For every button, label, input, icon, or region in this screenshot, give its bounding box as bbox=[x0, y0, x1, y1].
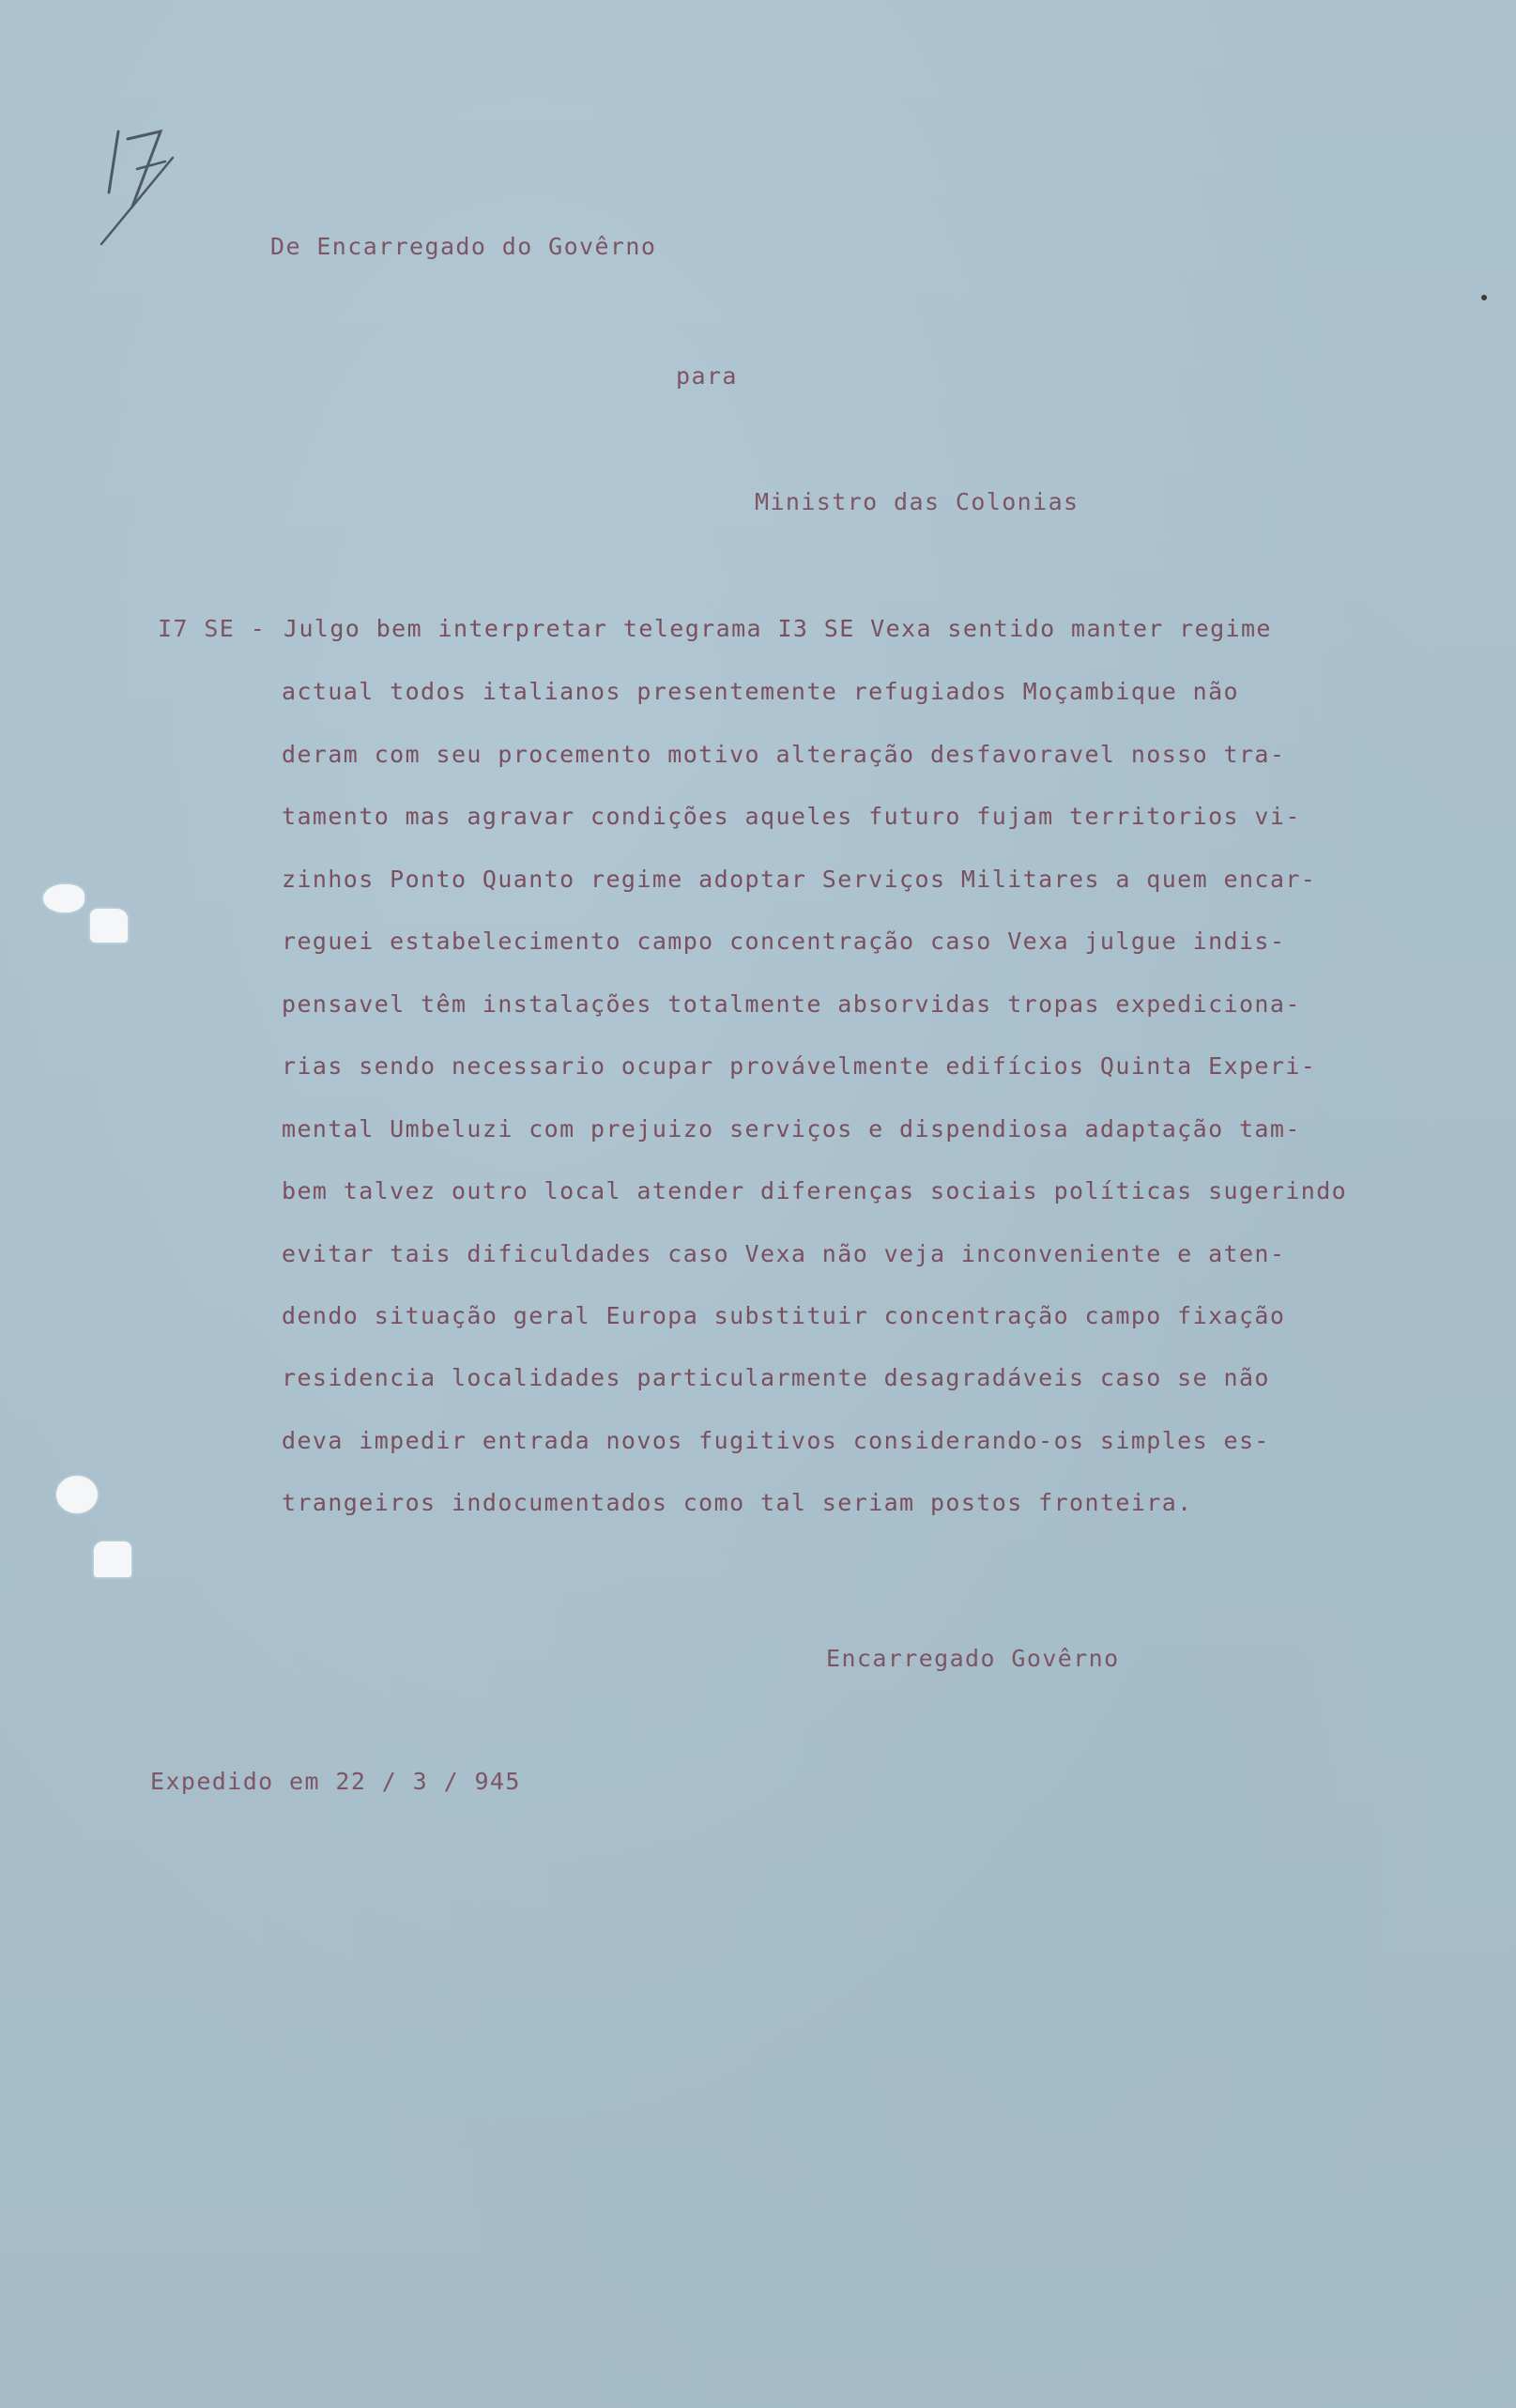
body-line: trangeiros indocumentados como tal seriam postos fronteira. bbox=[282, 1489, 1193, 1516]
from-line: De Encarregado do Govêrno bbox=[270, 233, 657, 260]
body-line: bem talvez outro local atender diferenças sociais políticas sugerindo bbox=[282, 1177, 1348, 1204]
body-line: rias sendo necessario ocupar provávelmente edifícios Quinta Experi- bbox=[282, 1052, 1317, 1080]
body-line: actual todos italianos presentemente refugiados Moçambique não bbox=[282, 678, 1239, 705]
dispatch-date: Expedido em 22 / 3 / 945 bbox=[150, 1768, 521, 1795]
body-line: zinhos Ponto Quanto regime adoptar Serviços Militares a quem encar- bbox=[282, 866, 1317, 893]
telegram-reference: I7 SE - bbox=[158, 615, 267, 642]
body-line: pensavel têm instalações totalmente absorvidas tropas expediciona- bbox=[282, 990, 1301, 1018]
body-line: evitar tais dificuldades caso Vexa não veja inconveniente e aten- bbox=[282, 1240, 1286, 1267]
body-line: reguei estabelecimento campo concentração caso Vexa julgue indis- bbox=[282, 928, 1286, 955]
punch-hole bbox=[56, 1476, 98, 1513]
to-line: Ministro das Colonias bbox=[755, 488, 1080, 515]
body-line: mental Umbeluzi com prejuizo serviços e dispendiosa adaptação tam- bbox=[282, 1115, 1301, 1143]
signature-line: Encarregado Govêrno bbox=[826, 1645, 1120, 1672]
paper-speck bbox=[1481, 295, 1487, 300]
punch-hole bbox=[90, 909, 128, 943]
body-line: residencia localidades particularmente desagradáveis caso se não bbox=[282, 1364, 1270, 1391]
punch-hole bbox=[94, 1541, 131, 1577]
body-line: tamento mas agravar condições aqueles futuro fujam territorios vi- bbox=[282, 803, 1301, 830]
body-line: deram com seu procemento motivo alteração desfavoravel nosso tra- bbox=[282, 741, 1286, 768]
punch-hole bbox=[43, 884, 84, 913]
body-line: dendo situação geral Europa substituir concentração campo fixação bbox=[282, 1302, 1286, 1329]
para-line: para bbox=[676, 362, 738, 390]
body-line: deva impedir entrada novos fugitivos considerando-os simples es- bbox=[282, 1427, 1270, 1454]
handwritten-folio-number bbox=[90, 103, 184, 253]
body-line: Julgo bem interpretar telegrama I3 SE Vexa sentido manter regime bbox=[283, 615, 1272, 642]
